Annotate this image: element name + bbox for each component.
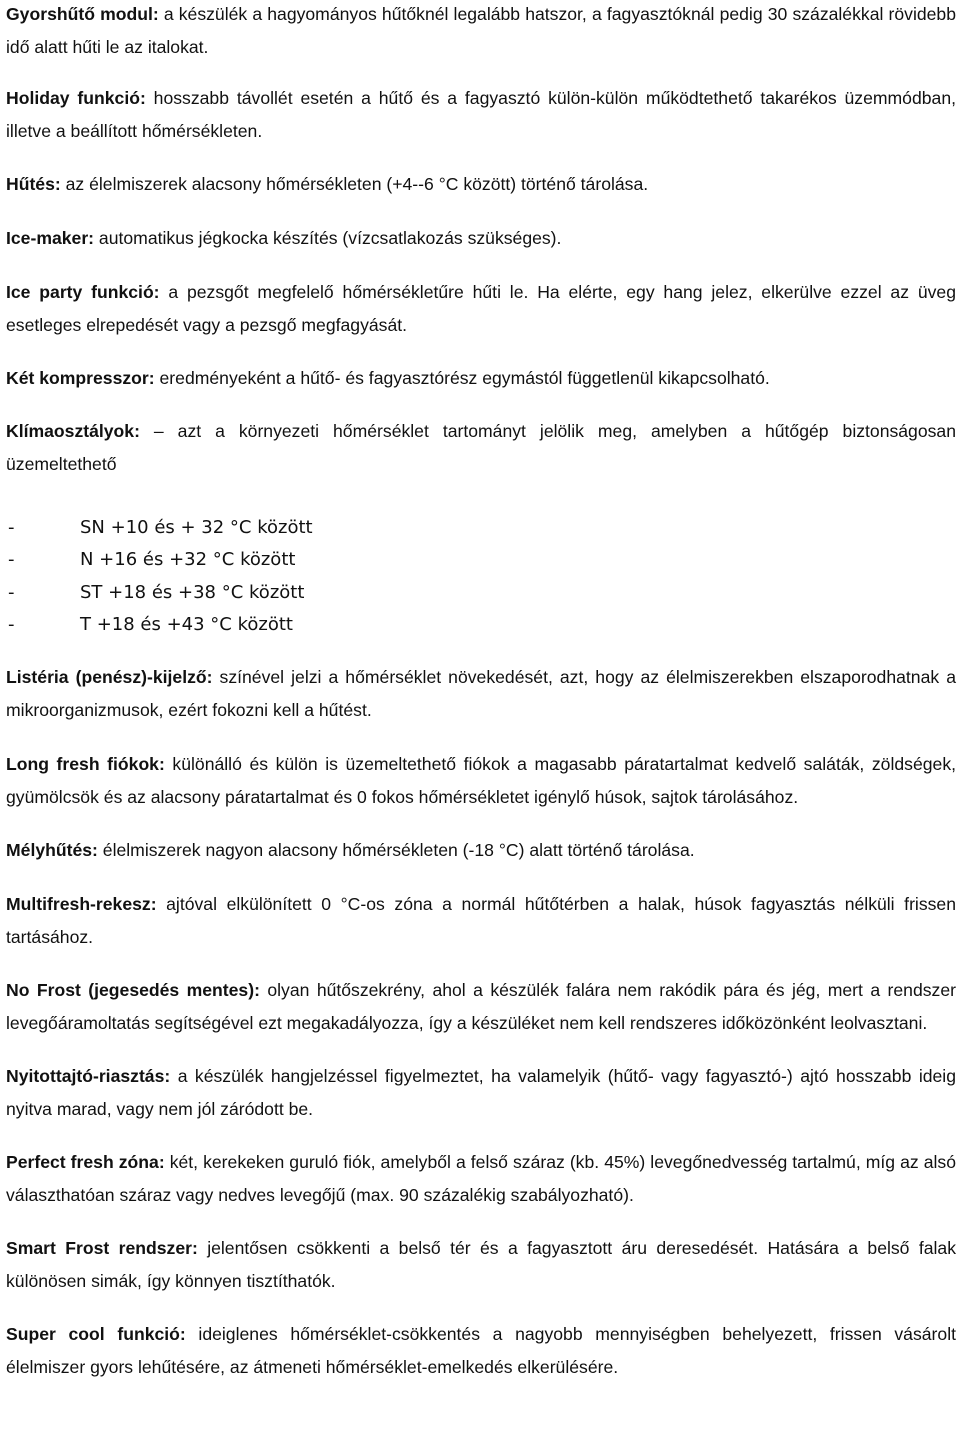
term-description: ajtóval elkülönített 0 °C-os zóna a normál hűtőtérben a halak, húsok fagyasztás nélküli frissen tartásához. [6,894,956,947]
term-description: automatikus jégkocka készítés (vízcsatlakozás szükséges). [94,228,562,248]
entry-klimaosztalyok [6,415,956,481]
entry-gyorshuto-modul [6,0,956,64]
term-label: Hűtés: [6,174,61,194]
term-label: Listéria (penész)-kijelző: [6,667,213,687]
list-dash: - [8,516,15,538]
term-label: Perfect fresh zóna: [6,1152,165,1172]
entry-multifresh-rekesz [6,888,956,954]
entry-ice-maker [6,222,956,255]
entry-hutes [6,168,956,201]
climate-class-text: ST +18 és +38 °C között [80,581,305,603]
term-description: a készülék hangjelzéssel figyelmeztet, ha valamelyik (hűtő- vagy fagyasztó-) ajtó hosszabb ideig nyitva marad, vagy nem jól záródott be. [6,1066,956,1119]
climate-class-item [6,576,956,609]
term-label: Smart Frost rendszer: [6,1238,198,1258]
climate-class-text: N +16 és +32 °C között [80,549,296,571]
term-description: ideiglenes hőmérséklet-csökkentés a nagyobb mennyiségben behelyezett, frissen vásárolt élelmiszer gyors lehűtésére, az átmeneti hőmérséklet-emelkedés elkerülésére. [6,1324,956,1377]
entry-nyitottajto-riasztas [6,1060,956,1126]
term-label: Mélyhűtés: [6,840,98,860]
term-label: Gyorshűtő modul: [6,4,159,24]
term-label: Multifresh-rekesz: [6,894,157,914]
entry-melyhutes [6,834,956,867]
term-description: eredményeként a hűtő- és fagyasztórész egymástól függetlenül kikapcsolható. [154,368,770,388]
term-label: Két kompresszor: [6,368,155,388]
term-description: hosszabb távollét esetén a hűtő és a fagyasztó külön-külön működtethető takarékos üzemmódban, illetve a beállított hőmérsékleten. [6,88,956,141]
term-description: a készülék a hagyományos hűtőknél legalább hatszor, a fagyasztóknál pedig 30 százalékkal rövidebb idő alatt hűti le az italokat. [6,4,956,57]
term-label: Ice party funkció: [6,282,160,302]
term-description: színével jelzi a hőmérséklet növekedését, azt, hogy az élelmiszerekben elszaporodhatnak a mikroorganizmusok, ezért fokozni kell a hűtést. [6,667,956,720]
term-description: az élelmiszerek alacsony hőmérsékleten (+4--6 °C között) történő tárolása. [60,174,649,194]
list-dash: - [8,549,15,571]
term-label: Ice-maker: [6,228,95,248]
term-description: olyan hűtőszekrény, ahol a készülék falára nem rakódik pára és jég, mert a rendszer levegőáramoltatás segítségével ezt megakadályozza, így a készüléket nem kell rendszeres időközönként leolvasztani. [6,980,956,1033]
climate-class-item [6,544,956,577]
list-dash: - [8,614,15,636]
entry-no-frost [6,974,956,1040]
climate-class-item [6,609,956,642]
climate-class-list [6,511,956,641]
climate-class-text: SN +10 és + 32 °C között [80,516,313,538]
entry-super-cool-funkcio [6,1318,956,1384]
entry-long-fresh-fiokok [6,748,956,814]
term-label: Holiday funkció: [6,88,146,108]
term-description: – azt a környezeti hőmérséklet tartományt jelölik meg, amelyben a hűtőgép biztonságosan üzemeltethető [6,421,956,474]
term-label: No Frost (jegesedés mentes): [6,980,260,1000]
term-description: két, kerekeken guruló fiók, amelyből a felső száraz (kb. 45%) levegőnedvesség tartalmú, míg az alsó választhatóan száraz vagy nedves levegőjű (max. 90 százalékig szabályozható). [6,1152,956,1205]
term-label: Klímaosztályok: [6,421,140,441]
term-label: Nyitottajtó-riasztás: [6,1066,171,1086]
climate-class-text: T +18 és +43 °C között [80,614,293,636]
list-dash: - [8,581,15,603]
term-label: Super cool funkció: [6,1324,186,1344]
term-description: a pezsgőt megfelelő hőmérsékletűre hűti le. Ha elérte, egy hang jelez, elkerülve ezzel az üveg esetleges elrepedését vagy a pezsgő megfagyását. [6,282,956,335]
term-description: jelentősen csökkenti a belső tér és a fagyasztott áru deresedését. Hatására a belső falak különösen simák, így könnyen tisztíthatók. [6,1238,957,1291]
entry-ice-party-funkcio [6,276,956,342]
entry-holiday-funkcio [6,82,956,148]
term-description: különálló és külön is üzemeltethető fiókok a magasabb páratartalmat kedvelő saláták, zöldségek, gyümölcsök és az alacsony páratartalmat és 0 fokos hőmérsékletet igénylő húsok, sajtok tárolásához. [6,754,956,807]
term-description: élelmiszerek nagyon alacsony hőmérsékleten (-18 °C) alatt történő tárolása. [97,840,695,860]
entry-smart-frost-rendszer [6,1232,956,1298]
term-label: Long fresh fiókok: [6,754,165,774]
entry-ket-kompresszor [6,362,956,395]
entry-perfect-fresh-zona [6,1146,956,1212]
entry-listeria-kijelzo [6,661,956,727]
climate-class-item [6,511,956,544]
